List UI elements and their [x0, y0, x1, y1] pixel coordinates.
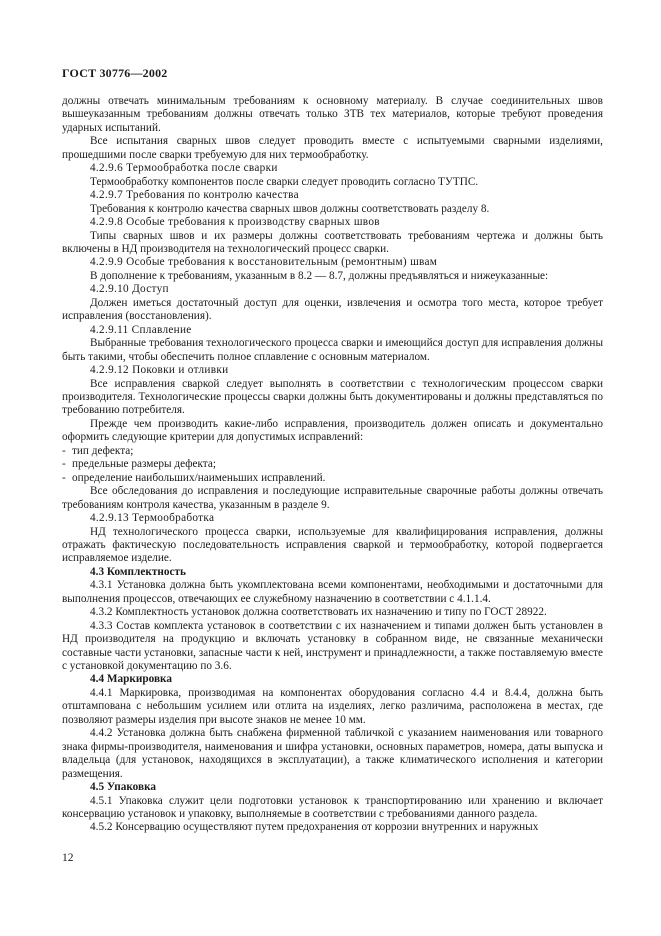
subsection-heading: 4.2.9.10 Доступ: [90, 283, 169, 296]
list-item: [62, 445, 603, 458]
subsection-heading: 4.2.9.12 Поковки и отливки: [90, 364, 229, 377]
paragraph: 4.4.2 Установка должна быть снабжена фирменной табличкой с указанием наименования или товарного знака фирмы-производителя, наименования и шифра установки, основных параметров, номера, даты выпуска и владельца (для установок, находящихся в эксплуатации), а также климатического исполнения и категории размещения.: [62, 727, 603, 780]
paragraph: 4.4.1 Маркировка, производимая на компонентах оборудования согласно 4.4 и 8.4.4, должна быть отштампована с небольшим усилием или отлита на изделиях, легко различима, расположена в местах, где позволяют размеры изделия при высоте знаков не менее 10 мм.: [62, 686, 603, 726]
subsection-heading: 4.2.9.13 Термообработка: [90, 512, 215, 525]
paragraph: 4.5.1 Упаковка служит цели подготовки установок к транспортированию или хранению и включает консервацию установок и упаковку, выполняемые в соответствии с требованиями данного раздела.: [62, 794, 603, 821]
paragraph: 4.3.1 Установка должна быть укомплектована всеми компонентами, необходимыми и достаточными для выполнения процессов, отвечающих ее служебному назначению в соответствии с 4.1.1.4.: [62, 579, 603, 605]
section-heading: 4.4 Маркировка: [90, 673, 172, 686]
list-item-text: определение наибольших/наименьших исправлений.: [72, 471, 326, 484]
paragraph: Все испытания сварных швов следует проводить вместе с испытуемыми сварными изделиями, прошедшими после сварки требуемую для них термообработку.: [62, 135, 603, 161]
paragraph: Прежде чем производить какие-либо исправления, производитель должен описать и документально оформить следующие критерии для допустимых исправлений:: [62, 417, 603, 444]
paragraph: Типы сварных швов и их размеры должны соответствовать требованиям чертежа и должны быть включены в НД производителя на технологический процесс сварки.: [62, 229, 603, 255]
subsection-heading: 4.2.9.11 Сплавление: [90, 323, 192, 336]
page-number: 12: [62, 852, 74, 864]
subsection-heading: 4.2.9.8 Особые требования к производству сварных швов: [90, 216, 380, 229]
standard-header: ГОСТ 30776—2002: [62, 66, 168, 80]
dash-marker: -: [62, 458, 66, 471]
document-page: [62, 66, 603, 835]
list-item: [62, 458, 603, 471]
paragraph: Термообработку компонентов после сварки следует проводить согласно ТУТПС.: [90, 175, 479, 188]
paragraph: НД технологического процесса сварки, используемые для квалифицирования исправления, должны отражать фактическую последовательность исправления сваркой и термообработку, которой подвергается исправляемое изделие.: [62, 525, 603, 565]
dash-marker: -: [62, 471, 66, 484]
subsection-heading: 4.2.9.9 Особые требования к восстановительным (ремонтным) швам: [90, 256, 438, 269]
paragraph: 4.3.3 Состав комплекта установок в соответствии с их назначением и типами должен быть установлен в НД производителя на продукцию и включать установку в собранном виде, не связанные механически составные части установки, запасные части к ней, инструмент и принадлежности, а также поставляемую вместе с установкой документацию по 3.6.: [62, 619, 603, 673]
paragraph: Все исправления сваркой следует выполнять в соответствии с технологическим процессом сварки производителя. Технологические процессы сварки должны быть документированы и должны представляться по требованию потребителя.: [62, 377, 603, 417]
paragraph: В дополнение к требованиям, указанным в 8.2 — 8.7, должны предъявляться и нижеуказанные:: [90, 269, 549, 282]
paragraph: Все обследования до исправления и последующие исправительные сварочные работы должны отвечать требованиям контроля качества, указанным в разделе 9.: [62, 485, 603, 511]
list-item: [62, 472, 603, 485]
paragraph: 4.3.2 Комплектность установок должна соответствовать их назначению и типу по ГОСТ 28922.: [90, 606, 547, 619]
paragraph: должны отвечать минимальным требованиям к основному материалу. В случае соединительных швов вышеуказанным требованиям должны отвечать только ЗТВ тех материалов, которые требуют проведения ударных испытаний.: [62, 95, 603, 134]
paragraph: 4.5.2 Консервацию осуществляют путем предохранения от коррозии внутренних и наружных: [90, 821, 539, 834]
document-body: [62, 95, 603, 835]
paragraph: Требования к контролю качества сварных швов должны соответствовать разделу 8.: [90, 202, 490, 215]
paragraph: Выбранные требования технологического процесса сварки и имеющийся доступ для исправления должны быть такими, чтобы обеспечить полное сплавление с основным материалом.: [62, 337, 603, 363]
section-heading: 4.3 Комплектность: [90, 565, 186, 578]
subsection-heading: 4.2.9.6 Термообработка после сварки: [90, 162, 278, 175]
list-item-text: тип дефекта;: [72, 444, 134, 457]
list-item-text: предельные размеры дефекта;: [72, 458, 216, 471]
dash-marker: -: [62, 444, 66, 457]
paragraph: Должен иметься достаточный доступ для оценки, извлечения и осмотра того места, которое требует исправления (восстановления).: [62, 296, 603, 323]
section-heading: 4.5 Упаковка: [90, 781, 157, 794]
subsection-heading: 4.2.9.7 Требования по контролю качества: [90, 189, 299, 202]
